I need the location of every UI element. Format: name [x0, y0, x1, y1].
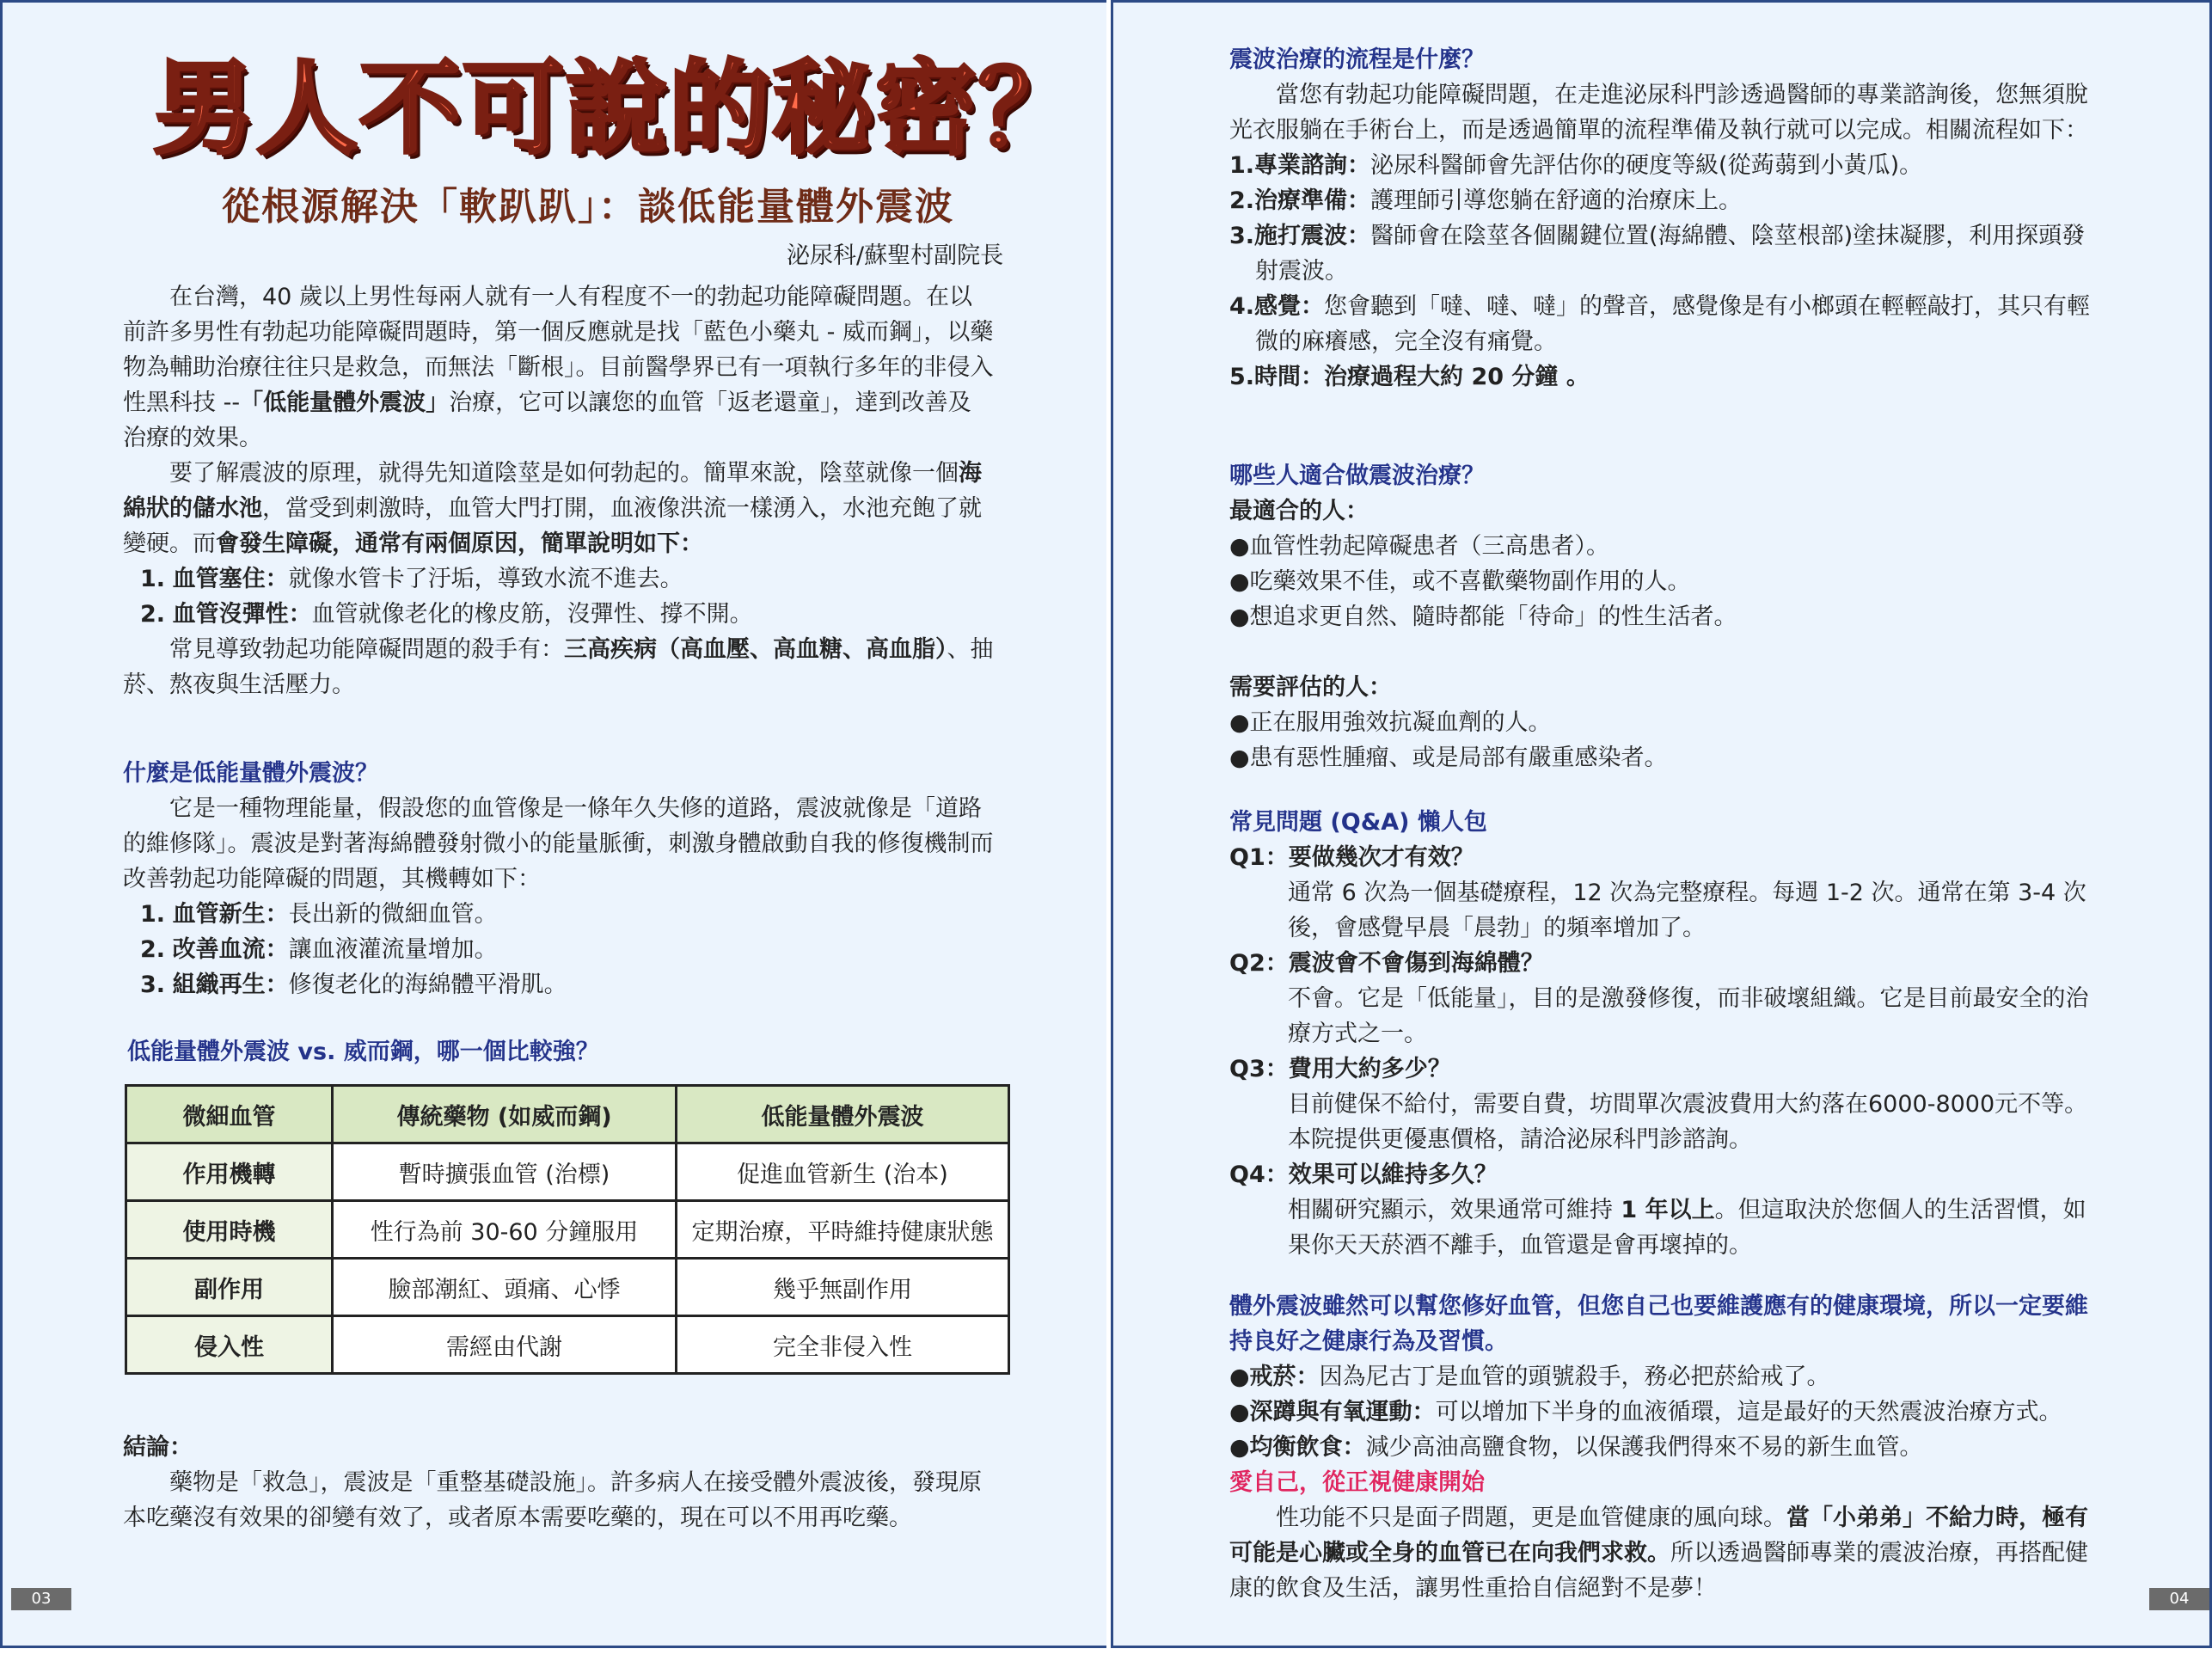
step-term: 3.施打震波：	[1229, 223, 1371, 249]
cause-item	[123, 561, 994, 597]
section-heading-what: 什麼是低能量體外震波？	[123, 760, 378, 787]
mechanism-number: 2.	[140, 936, 166, 963]
habit-term: ●深蹲與有氧運動：	[1229, 1399, 1436, 1425]
table-cell: 定期治療，平時維持健康狀態	[677, 1201, 1009, 1259]
qa-question: Q3：費用大約多少？	[1229, 1056, 1451, 1082]
health-heading: 體外震波雖然可以幫您修好血管，但您自己也要維護應有的健康環境，所以一定要維持良好之健康行為及習慣。	[1229, 1293, 2088, 1355]
step-item	[1229, 218, 2106, 289]
section-heading-compare: 低能量體外震波 vs. 威而鋼，哪一個比較強？	[127, 1039, 599, 1065]
mechanism-term: 改善血流：	[172, 936, 289, 963]
spacer	[1229, 634, 2106, 670]
cause-desc: 血管就像老化的橡皮筋，沒彈性、撐不開。	[311, 601, 753, 628]
habit-desc: 減少高油高鹽食物，以保護我們得來不易的新生血管。	[1365, 1434, 1923, 1461]
table-row	[126, 1316, 1009, 1374]
assess-heading: 需要評估的人：	[1229, 674, 1392, 701]
mechanism-desc: 長出新的微細血管。	[288, 901, 498, 928]
step-item	[1229, 289, 2106, 359]
mechanism-number: 1.	[140, 901, 166, 928]
qa-answer-text: 相關研究顯示，效果通常可維持	[1288, 1197, 1613, 1223]
qa-section	[1229, 805, 2106, 1263]
conclusion-section	[123, 1430, 994, 1535]
table-row	[126, 1201, 1009, 1259]
mechanism-item	[123, 967, 994, 1002]
habit-item	[1229, 1394, 2106, 1430]
table-row-header: 使用時機	[126, 1201, 333, 1259]
closing-paragraph	[1229, 1500, 2106, 1606]
mechanism-number: 3.	[140, 972, 166, 998]
suitable-item: ●想追求更自然、隨時都能「待命」的性生活者。	[1229, 604, 1737, 630]
comparison-table	[125, 1084, 1010, 1375]
habit-desc: 可以增加下半身的血液循環，這是最好的天然震波治療方式。	[1435, 1399, 2062, 1425]
cause-number: 2.	[140, 601, 166, 628]
table-cell: 暫時擴張血管 (治標)	[333, 1143, 677, 1201]
section-heading-flow: 震波治療的流程是什麼？	[1229, 46, 1485, 73]
table-header-row	[126, 1086, 1009, 1143]
qa-answer-note: 本院提供更優惠價格，請洽泌尿科門診諮詢。	[1288, 1126, 1752, 1153]
mechanism-item	[123, 932, 994, 967]
mechanism-desc: 讓血液灌流量增加。	[288, 936, 498, 963]
habit-desc: 因為尼古丁是血管的頭號殺手，務必把菸給戒了。	[1319, 1364, 1830, 1390]
page-number-left: 03	[11, 1588, 71, 1610]
suitable-item: ●血管性勃起障礙患者（三高患者）。	[1229, 533, 1610, 560]
step-term: 5.時間：	[1229, 364, 1325, 390]
cause-desc: 就像水管卡了汙垢，導致水流不進去。	[288, 566, 683, 592]
who-section	[1229, 458, 2106, 775]
love-heading: 愛自己，從正視健康開始	[1229, 1469, 1485, 1496]
intro-text-end: 治療，它可以讓您的血管「返老還童」，達到改善及治療的效果。	[123, 389, 971, 451]
intro2-text: 要了解震波的原理，就得先知道陰莖是如何勃起的。簡單來說，陰莖就像一個	[169, 460, 959, 487]
cause-item	[123, 597, 994, 632]
step-item	[1229, 148, 2106, 183]
closing-text: 性功能不只是面子問題，更是血管健康的風向球。	[1276, 1505, 1786, 1531]
table-header-cell: 低能量體外震波	[677, 1086, 1009, 1143]
table-cell: 臉部潮紅、頭痛、心悸	[333, 1259, 677, 1316]
qa-answer: 通常 6 次為一個基礎療程，12 次為完整療程。每週 1-2 次。通常在第 3-4 次後，會感覺早晨「晨勃」的頻率增加了。	[1288, 880, 2086, 941]
intro-emphasis: 「低能量體外震波」	[240, 389, 450, 416]
flow-section	[1229, 42, 2106, 395]
table-row-header: 副作用	[126, 1259, 333, 1316]
assess-item: ●患有惡性腫瘤、或是局部有嚴重感染者。	[1229, 745, 1668, 771]
qa-question: Q4：效果可以維持多久？	[1229, 1162, 1498, 1188]
cause-number: 1.	[140, 566, 166, 592]
left-page	[0, 0, 1109, 1648]
qa-question: Q1：要做幾次才有效？	[1229, 844, 1474, 871]
qa-answer	[1229, 1192, 2106, 1263]
step-desc: 護理師引導您躺在舒適的治療床上。	[1370, 187, 1743, 214]
habit-term: ●戒菸：	[1229, 1364, 1320, 1390]
cause-term: 血管沒彈性：	[172, 601, 312, 628]
intro-paragraph-1	[123, 279, 994, 456]
assess-item: ●正在服用強效抗凝血劑的人。	[1229, 709, 1552, 736]
habit-item	[1229, 1430, 2106, 1465]
mechanism-term: 血管新生：	[172, 901, 289, 928]
article-subtitle: 從根源解決「軟趴趴」：談低能量體外震波	[222, 185, 954, 229]
conclusion-paragraph: 藥物是「救急」，震波是「重整基礎設施」。許多病人在接受體外震波後，發現原本吃藥沒有效果的卻變有效了，或者原本需要吃藥的，現在可以不用再吃藥。	[123, 1469, 982, 1531]
health-section	[1229, 1289, 2106, 1606]
conclusion-heading: 結論：	[123, 1434, 193, 1461]
intro-paragraph-2	[123, 456, 994, 561]
table-row-header: 作用機轉	[126, 1143, 333, 1201]
intro3-text-end: 、抽菸、熬夜與生活壓力。	[123, 636, 994, 698]
table-cell: 需經由代謝	[333, 1316, 677, 1374]
step-term: 1.專業諮詢：	[1229, 152, 1371, 179]
section-heading-qa: 常見問題 (Q&A) 懶人包	[1229, 809, 1487, 836]
habit-term: ●均衡飲食：	[1229, 1434, 1366, 1461]
qa-answer: 不會。它是「低能量」，目的是激發修復，而非破壞組織。它是目前最安全的治療方式之一。	[1288, 985, 2089, 1047]
table-row	[126, 1259, 1009, 1316]
compare-section	[127, 1034, 998, 1070]
table-header-cell: 傳統藥物 (如威而鋼)	[333, 1086, 677, 1143]
step-desc: 治療過程大約 20 分鐘 。	[1324, 364, 1590, 390]
suitable-item: ●吃藥效果不佳，或不喜歡藥物副作用的人。	[1229, 568, 1691, 595]
mechanism-item	[123, 897, 994, 932]
table-row	[126, 1143, 1009, 1201]
mechanism-term: 組織再生：	[172, 972, 289, 998]
intro-paragraph-3	[123, 632, 994, 702]
page-title: 男人不可說的秘密？	[153, 49, 1082, 168]
table-cell: 幾乎無副作用	[677, 1259, 1009, 1316]
intro3-text: 常見導致勃起功能障礙問題的殺手有：	[169, 636, 564, 663]
table-cell: 完全非侵入性	[677, 1316, 1009, 1374]
intro-text: 在台灣，40 歲以上男性每兩人就有一人有程度不一的勃起功能障礙問題。在以前許多男性有勃起功能障礙問題時，第一個反應就是找「藍色小藥丸 - 威而鋼」，以藥物為輔助治療往往只是救急，而無法「斷根」。目前醫學界已有一項執行多年的非侵入性黑科技 --	[123, 284, 994, 416]
step-item	[1229, 183, 2106, 218]
what-section	[123, 756, 994, 1002]
habit-item	[1229, 1359, 2106, 1394]
step-item	[1229, 359, 2106, 395]
qa-answer-emphasis: 1 年以上	[1613, 1197, 1715, 1223]
flow-paragraph: 當您有勃起功能障礙問題，在走進泌尿科門診透過醫師的專業諮詢後，您無須脫光衣服躺在手術台上，而是透過簡單的流程準備及執行就可以完成。相關流程如下：	[1229, 82, 2088, 144]
qa-answer-text-end: 。但這取決於您個人的生活習慣，如果你天天菸酒不離手，血管還是會再壞掉的。	[1288, 1197, 2086, 1259]
page-number-right: 04	[2149, 1588, 2209, 1610]
what-paragraph: 它是一種物理能量，假設您的血管像是一條年久失修的道路，震波就像是「道路的維修隊」。震波是對著海綿體發射微小的能量脈衝，刺激身體啟動自我的修復機制而改善勃起功能障礙的問題，其機轉如下：	[123, 795, 994, 892]
intro2-emphasis: 海綿狀的儲水池	[123, 460, 982, 522]
intro-section	[123, 279, 994, 702]
section-heading-who: 哪些人適合做震波治療？	[1229, 463, 1485, 489]
table-cell: 促進血管新生 (治本)	[677, 1143, 1009, 1201]
mechanism-desc: 修復老化的海綿體平滑肌。	[288, 972, 567, 998]
step-term: 4.感覺：	[1229, 293, 1325, 320]
author-byline: 泌尿科/蘇聖村副院長	[787, 242, 1004, 269]
step-term: 2.治療準備：	[1229, 187, 1371, 214]
closing-text-end: 所以透過醫師專業的震波治療，再搭配健康的飲食及生活，讓男性重拾自信絕對不是夢！	[1229, 1540, 2088, 1602]
suitable-heading: 最適合的人：	[1229, 498, 1369, 524]
table-row-header: 侵入性	[126, 1316, 333, 1374]
table-cell: 性行為前 30-60 分鐘服用	[333, 1201, 677, 1259]
intro2-text-mid: ，當受到刺激時，血管大門打開，血液像洪流一樣湧入，水池充飽了就變硬。而	[123, 495, 982, 557]
step-desc: 泌尿科醫師會先評估你的硬度等級(從蒟蒻到小黃瓜)。	[1370, 152, 1923, 179]
closing-emphasis: 當「小弟弟」不給力時，極有可能是心臟或全身的血管已在向我們求救。	[1229, 1505, 2088, 1566]
step-desc: 醫師會在陰莖各個關鍵位置(海綿體、陰莖根部)塗抹凝膠，利用探頭發射震波。	[1255, 223, 2086, 285]
step-desc: 您會聽到「噠、噠、噠」的聲音，感覺像是有小榔頭在輕輕敲打，其只有輕微的麻癢感，完全沒有痛覺。	[1255, 293, 2091, 355]
intro3-emphasis: 三高疾病（高血壓、高血糖、高血脂）	[564, 636, 947, 663]
intro2-emphasis-2: 會發生障礙，通常有兩個原因，簡單說明如下：	[216, 530, 703, 557]
qa-answer: 目前健保不給付，需要自費，坊間單次震波費用大約落在6000-8000元不等。	[1288, 1091, 2088, 1118]
cause-term: 血管塞住：	[172, 566, 289, 592]
qa-question: Q2：震波會不會傷到海綿體？	[1229, 950, 1544, 977]
table-header-cell: 微細血管	[126, 1086, 333, 1143]
right-page	[1111, 0, 2212, 1648]
